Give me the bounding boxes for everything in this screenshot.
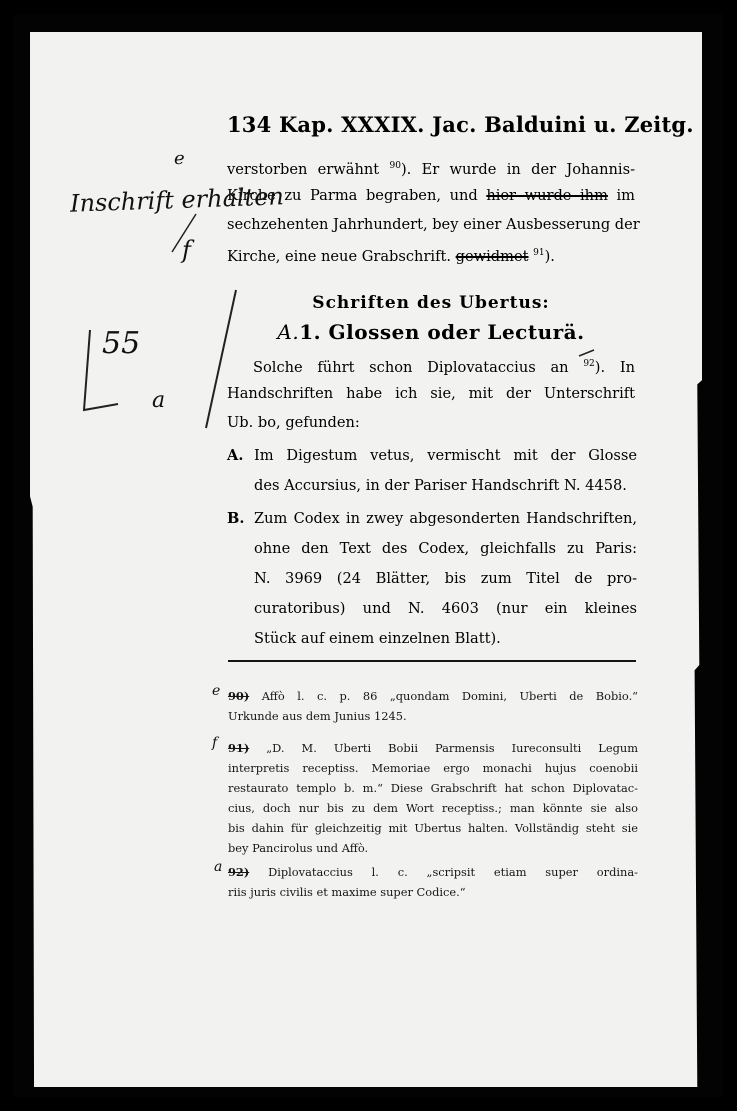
footnote-number: 90): [228, 689, 250, 703]
struck-text: gewidmet: [455, 247, 529, 265]
footnote-line: bey Pancirolus und Affò.: [228, 841, 369, 855]
handwritten-margin-note: Inschrift erhalten: [69, 182, 285, 218]
text-line: des Accursius, in der Pariser Handschrift N. 4458.: [254, 477, 627, 494]
text-line: Im Digestum vetus, vermischt mit der Glosse: [254, 447, 637, 464]
item-label: B.: [227, 510, 245, 527]
caret-stroke: [579, 350, 594, 356]
text-line: Handschriften habe ich sie, mit der Unterschrift: [227, 385, 635, 402]
footnote-number: 91): [228, 741, 250, 755]
section-title: Schriften des Ubertus:: [312, 293, 550, 313]
running-title: Kap. XXXIX. Jac. Balduini u. Zeitg.: [278, 112, 694, 137]
footnote-mark-e: e: [212, 683, 221, 699]
text-line: Ub. bo, gefunden:: [227, 414, 360, 431]
footnote-line: riis juris civilis et maxime super Codice.“: [228, 885, 466, 899]
item-label: A.: [227, 447, 244, 464]
vertical-stroke: [206, 290, 236, 428]
text-line: Stück auf einem einzelnen Blatt).: [254, 630, 501, 647]
text-line: verstorben erwähnt $^{90}$). Er wurde in der Johannis-: [227, 160, 635, 178]
handwritten-prefix: A.: [277, 320, 300, 344]
handwritten-letter-e: e: [174, 148, 185, 169]
footnote-line: 90) Affò l. c. p. 86 „quondam Domini, Uberti de Bobio.“: [228, 689, 639, 703]
footnote-line: 92) Diplovataccius l. c. „scripsit etiam super ordina-: [228, 865, 639, 879]
text-line: Zum Codex in zwey abgesonderten Handschriften,: [254, 510, 637, 527]
page-number: 134: [227, 112, 272, 137]
handwritten-letter-f: f: [182, 236, 191, 264]
footnote-line: restaurato templo b. m.“ Diese Grabschrift hat schon Diplovatac-: [228, 781, 638, 795]
text-line: N. 3969 (24 Blätter, bis zum Titel de pro-: [254, 570, 637, 587]
footnote-mark-f: f: [212, 735, 218, 751]
footnote-line: Urkunde aus dem Junius 1245.: [228, 709, 407, 723]
footnote-number: 92): [228, 865, 250, 879]
text-line: Solche führt schon Diplovataccius an $^{92}$). In: [253, 358, 636, 376]
struck-text: hier wurde ihm: [486, 187, 608, 204]
text-line: Kirche, eine neue Grabschrift. gewidmet $^{91}$).: [227, 247, 555, 265]
footnote-line: 91) „D. M. Uberti Bobii Parmensis Iureconsulti Legum: [228, 741, 638, 755]
handwritten-letter-a: a: [152, 388, 166, 413]
text-line: curatoribus) und N. 4603 (nur ein kleines: [254, 600, 637, 617]
text-line: ohne den Text des Codex, gleichfalls zu Paris:: [254, 540, 637, 557]
footnote-line: cius, doch nur bis zu dem Wort receptiss.; man könnte sie also: [228, 801, 638, 815]
footnote-mark-a: a: [214, 859, 223, 875]
subsection-title: A.1. Glossen oder Lecturä.: [277, 320, 585, 344]
text-line: sechzehenten Jahrhundert, bey einer Ausbesserung der: [227, 216, 640, 233]
text-line: Kirche zu Parma begraben, und hier wurde ihm im: [227, 187, 636, 204]
footnote-line: interpretis receptiss. Memoriae ergo monachi hujus coenobii: [228, 761, 638, 775]
bracket-stroke: [84, 330, 118, 410]
footnote-line: bis dahin für gleichzeitig mit Ubertus halten. Vollständig steht sie: [228, 821, 638, 835]
handwritten-number-55: 55: [102, 326, 141, 361]
slash-stroke: [172, 214, 196, 252]
